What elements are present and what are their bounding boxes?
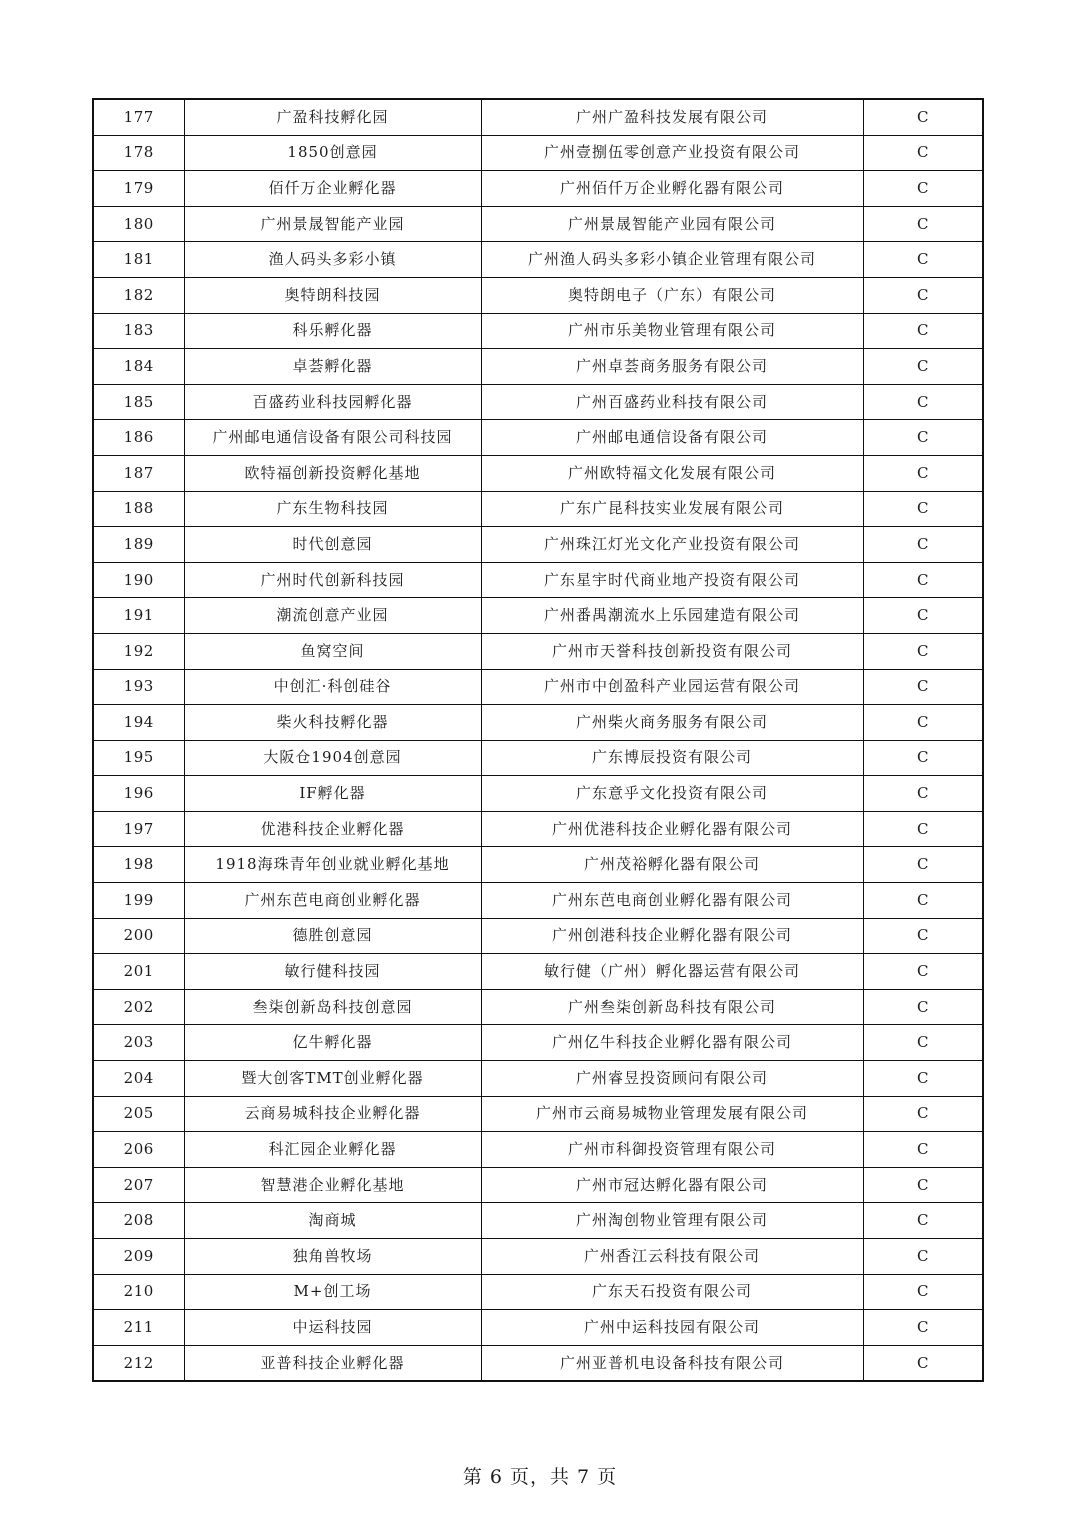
grade-cell: C — [863, 1061, 983, 1097]
incubator-name-cell: 中创汇·科创硅谷 — [184, 669, 481, 705]
row-number-cell: 179 — [93, 171, 184, 207]
row-number-cell: 211 — [93, 1310, 184, 1346]
table-row — [93, 954, 983, 990]
grade-cell: C — [863, 883, 983, 919]
table-row — [93, 1132, 983, 1168]
table-row — [93, 811, 983, 847]
operator-company-cell: 广州市中创盈科产业园运营有限公司 — [481, 669, 863, 705]
table-row — [93, 1167, 983, 1203]
incubator-name-cell: 广州时代创新科技园 — [184, 562, 481, 598]
row-number-cell: 182 — [93, 277, 184, 313]
grade-cell: C — [863, 1203, 983, 1239]
incubator-name-cell: 卓荟孵化器 — [184, 349, 481, 385]
row-number-cell: 181 — [93, 242, 184, 278]
operator-company-cell: 广州香江云科技有限公司 — [481, 1239, 863, 1275]
grade-cell: C — [863, 989, 983, 1025]
operator-company-cell: 广州市乐美物业管理有限公司 — [481, 313, 863, 349]
table-row — [93, 1345, 983, 1381]
operator-company-cell: 广州市天誉科技创新投资有限公司 — [481, 633, 863, 669]
operator-company-cell: 敏行健（广州）孵化器运营有限公司 — [481, 954, 863, 990]
table-row — [93, 776, 983, 812]
incubator-name-cell: 1918海珠青年创业就业孵化基地 — [184, 847, 481, 883]
operator-company-cell: 广州市云商易城物业管理发展有限公司 — [481, 1096, 863, 1132]
incubator-name-cell: 欧特福创新投资孵化基地 — [184, 455, 481, 491]
table-row — [93, 918, 983, 954]
row-number-cell: 192 — [93, 633, 184, 669]
operator-company-cell: 广州珠江灯光文化产业投资有限公司 — [481, 527, 863, 563]
table-row — [93, 847, 983, 883]
operator-company-cell: 广东意乎文化投资有限公司 — [481, 776, 863, 812]
incubator-name-cell: 时代创意园 — [184, 527, 481, 563]
grade-cell: C — [863, 313, 983, 349]
operator-company-cell: 广东博辰投资有限公司 — [481, 740, 863, 776]
incubator-name-cell: 大阪仓1904创意园 — [184, 740, 481, 776]
incubator-name-cell: 奥特朗科技园 — [184, 277, 481, 313]
operator-company-cell: 广州淘创物业管理有限公司 — [481, 1203, 863, 1239]
row-number-cell: 195 — [93, 740, 184, 776]
operator-company-cell: 广州茂裕孵化器有限公司 — [481, 847, 863, 883]
grade-cell: C — [863, 277, 983, 313]
row-number-cell: 184 — [93, 349, 184, 385]
table-row — [93, 1061, 983, 1097]
incubator-name-cell: 广盈科技孵化园 — [184, 99, 481, 135]
table-row — [93, 277, 983, 313]
incubator-name-cell: 亚普科技企业孵化器 — [184, 1345, 481, 1381]
operator-company-cell: 广州壹捌伍零创意产业投资有限公司 — [481, 135, 863, 171]
table-row — [93, 313, 983, 349]
incubator-name-cell: 潮流创意产业园 — [184, 598, 481, 634]
incubator-name-cell: 科乐孵化器 — [184, 313, 481, 349]
table-row — [93, 1274, 983, 1310]
table-row — [93, 633, 983, 669]
grade-cell: C — [863, 740, 983, 776]
row-number-cell: 177 — [93, 99, 184, 135]
operator-company-cell: 广州亿牛科技企业孵化器有限公司 — [481, 1025, 863, 1061]
row-number-cell: 191 — [93, 598, 184, 634]
incubator-name-cell: 广州邮电通信设备有限公司科技园 — [184, 420, 481, 456]
grade-cell: C — [863, 598, 983, 634]
grade-cell: C — [863, 1096, 983, 1132]
operator-company-cell: 广州市科御投资管理有限公司 — [481, 1132, 863, 1168]
table-row — [93, 705, 983, 741]
row-number-cell: 194 — [93, 705, 184, 741]
incubator-name-cell: 广东生物科技园 — [184, 491, 481, 527]
row-number-cell: 186 — [93, 420, 184, 456]
operator-company-cell: 广东星宇时代商业地产投资有限公司 — [481, 562, 863, 598]
grade-cell: C — [863, 918, 983, 954]
operator-company-cell: 广州番禺潮流水上乐园建造有限公司 — [481, 598, 863, 634]
operator-company-cell: 广州渔人码头多彩小镇企业管理有限公司 — [481, 242, 863, 278]
operator-company-cell: 广州中运科技园有限公司 — [481, 1310, 863, 1346]
operator-company-cell: 广州百盛药业科技有限公司 — [481, 384, 863, 420]
incubator-name-cell: 叁柒创新岛科技创意园 — [184, 989, 481, 1025]
table-row — [93, 135, 983, 171]
incubator-name-cell: 1850创意园 — [184, 135, 481, 171]
row-number-cell: 203 — [93, 1025, 184, 1061]
grade-cell: C — [863, 1132, 983, 1168]
row-number-cell: 206 — [93, 1132, 184, 1168]
grade-cell: C — [863, 1239, 983, 1275]
grade-cell: C — [863, 206, 983, 242]
grade-cell: C — [863, 455, 983, 491]
operator-company-cell: 广州创港科技企业孵化器有限公司 — [481, 918, 863, 954]
incubator-name-cell: 亿牛孵化器 — [184, 1025, 481, 1061]
grade-cell: C — [863, 669, 983, 705]
row-number-cell: 201 — [93, 954, 184, 990]
row-number-cell: 210 — [93, 1274, 184, 1310]
incubator-name-cell: 优港科技企业孵化器 — [184, 811, 481, 847]
incubator-name-cell: 德胜创意园 — [184, 918, 481, 954]
incubator-name-cell: 广州东芭电商创业孵化器 — [184, 883, 481, 919]
incubator-name-cell: 科汇园企业孵化器 — [184, 1132, 481, 1168]
operator-company-cell: 广州睿昱投资顾问有限公司 — [481, 1061, 863, 1097]
row-number-cell: 183 — [93, 313, 184, 349]
table-row — [93, 1096, 983, 1132]
grade-cell: C — [863, 562, 983, 598]
grade-cell: C — [863, 1274, 983, 1310]
row-number-cell: 199 — [93, 883, 184, 919]
incubator-name-cell: 淘商城 — [184, 1203, 481, 1239]
incubator-table — [92, 98, 984, 1382]
incubator-name-cell: 柴火科技孵化器 — [184, 705, 481, 741]
incubator-name-cell: 鱼窝空间 — [184, 633, 481, 669]
row-number-cell: 208 — [93, 1203, 184, 1239]
grade-cell: C — [863, 954, 983, 990]
page-footer — [0, 1462, 1080, 1489]
row-number-cell: 178 — [93, 135, 184, 171]
table-body — [93, 99, 983, 1381]
grade-cell: C — [863, 705, 983, 741]
operator-company-cell: 广州亚普机电设备科技有限公司 — [481, 1345, 863, 1381]
operator-company-cell: 广州邮电通信设备有限公司 — [481, 420, 863, 456]
incubator-name-cell: 中运科技园 — [184, 1310, 481, 1346]
row-number-cell: 202 — [93, 989, 184, 1025]
row-number-cell: 196 — [93, 776, 184, 812]
operator-company-cell: 广州佰仟万企业孵化器有限公司 — [481, 171, 863, 207]
grade-cell: C — [863, 349, 983, 385]
grade-cell: C — [863, 811, 983, 847]
grade-cell: C — [863, 776, 983, 812]
table-row — [93, 1025, 983, 1061]
operator-company-cell: 广州市冠达孵化器有限公司 — [481, 1167, 863, 1203]
incubator-name-cell: 独角兽牧场 — [184, 1239, 481, 1275]
row-number-cell: 189 — [93, 527, 184, 563]
table-row — [93, 384, 983, 420]
operator-company-cell: 广州优港科技企业孵化器有限公司 — [481, 811, 863, 847]
table-row — [93, 349, 983, 385]
grade-cell: C — [863, 384, 983, 420]
table-row — [93, 527, 983, 563]
grade-cell: C — [863, 171, 983, 207]
row-number-cell: 180 — [93, 206, 184, 242]
table-row — [93, 669, 983, 705]
incubator-name-cell: 渔人码头多彩小镇 — [184, 242, 481, 278]
table-row — [93, 491, 983, 527]
grade-cell: C — [863, 847, 983, 883]
table-row — [93, 99, 983, 135]
row-number-cell: 207 — [93, 1167, 184, 1203]
incubator-name-cell: 暨大创客TMT创业孵化器 — [184, 1061, 481, 1097]
incubator-name-cell: IF孵化器 — [184, 776, 481, 812]
grade-cell: C — [863, 242, 983, 278]
operator-company-cell: 广州广盈科技发展有限公司 — [481, 99, 863, 135]
table-row — [93, 455, 983, 491]
row-number-cell: 198 — [93, 847, 184, 883]
table-row — [93, 171, 983, 207]
operator-company-cell: 广东广昆科技实业发展有限公司 — [481, 491, 863, 527]
incubator-name-cell: 广州景晟智能产业园 — [184, 206, 481, 242]
row-number-cell: 193 — [93, 669, 184, 705]
operator-company-cell: 广东天石投资有限公司 — [481, 1274, 863, 1310]
operator-company-cell: 广州柴火商务服务有限公司 — [481, 705, 863, 741]
grade-cell: C — [863, 1167, 983, 1203]
incubator-name-cell: 敏行健科技园 — [184, 954, 481, 990]
table-row — [93, 420, 983, 456]
operator-company-cell: 广州欧特福文化发展有限公司 — [481, 455, 863, 491]
row-number-cell: 185 — [93, 384, 184, 420]
row-number-cell: 205 — [93, 1096, 184, 1132]
row-number-cell: 188 — [93, 491, 184, 527]
incubator-name-cell: 云商易城科技企业孵化器 — [184, 1096, 481, 1132]
operator-company-cell: 广州东芭电商创业孵化器有限公司 — [481, 883, 863, 919]
incubator-name-cell: 智慧港企业孵化基地 — [184, 1167, 481, 1203]
grade-cell: C — [863, 99, 983, 135]
grade-cell: C — [863, 420, 983, 456]
operator-company-cell: 广州叁柒创新岛科技有限公司 — [481, 989, 863, 1025]
table-row — [93, 562, 983, 598]
table-row — [93, 598, 983, 634]
row-number-cell: 197 — [93, 811, 184, 847]
table-row — [93, 989, 983, 1025]
table-row — [93, 1239, 983, 1275]
grade-cell: C — [863, 135, 983, 171]
table-row — [93, 206, 983, 242]
operator-company-cell: 广州卓荟商务服务有限公司 — [481, 349, 863, 385]
operator-company-cell: 奥特朗电子（广东）有限公司 — [481, 277, 863, 313]
row-number-cell: 204 — [93, 1061, 184, 1097]
table-row — [93, 740, 983, 776]
page-number-text: 第 6 页，共 7 页 — [462, 1466, 618, 1488]
table-row — [93, 1203, 983, 1239]
incubator-name-cell: 佰仟万企业孵化器 — [184, 171, 481, 207]
grade-cell: C — [863, 1025, 983, 1061]
table-row — [93, 1310, 983, 1346]
row-number-cell: 187 — [93, 455, 184, 491]
grade-cell: C — [863, 527, 983, 563]
operator-company-cell: 广州景晟智能产业园有限公司 — [481, 206, 863, 242]
row-number-cell: 212 — [93, 1345, 184, 1381]
grade-cell: C — [863, 1310, 983, 1346]
incubator-name-cell: M+创工场 — [184, 1274, 481, 1310]
incubator-name-cell: 百盛药业科技园孵化器 — [184, 384, 481, 420]
table-row — [93, 883, 983, 919]
row-number-cell: 190 — [93, 562, 184, 598]
table-row — [93, 242, 983, 278]
grade-cell: C — [863, 1345, 983, 1381]
row-number-cell: 209 — [93, 1239, 184, 1275]
grade-cell: C — [863, 491, 983, 527]
row-number-cell: 200 — [93, 918, 184, 954]
grade-cell: C — [863, 633, 983, 669]
